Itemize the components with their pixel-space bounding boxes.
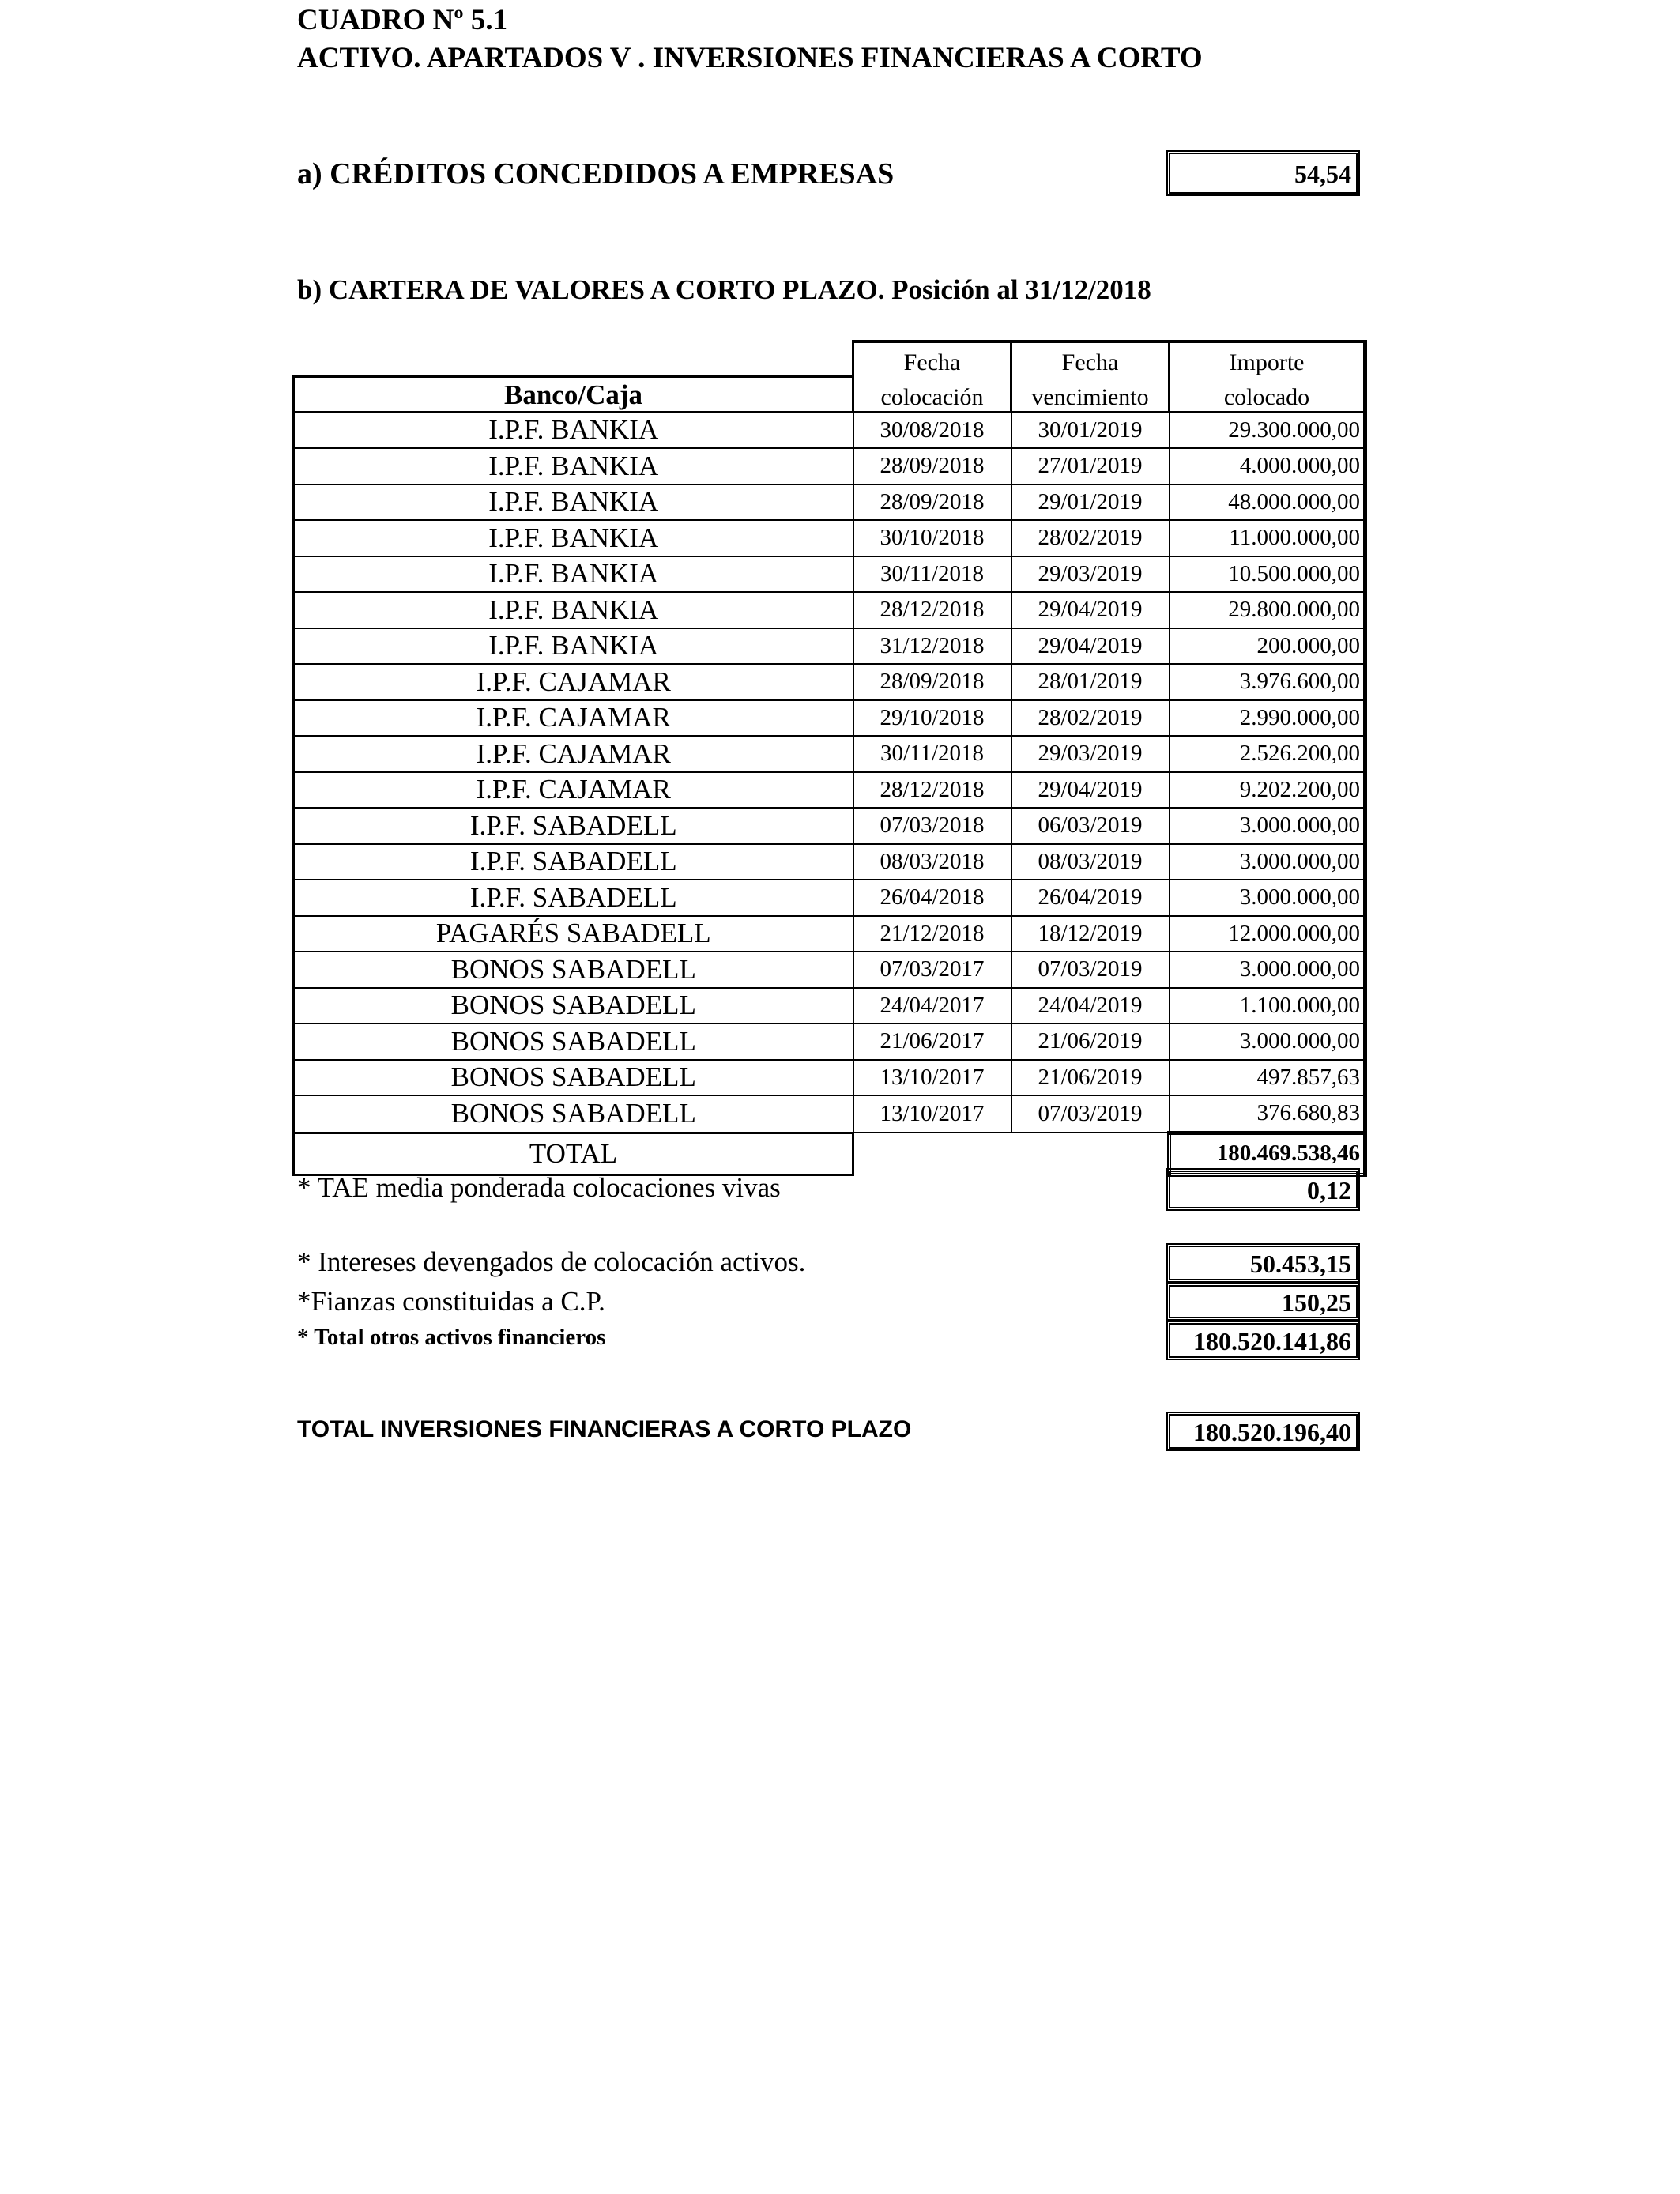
cell-importe-colocado: 3.000.000,00 [1170,844,1365,880]
cell-fecha-vencimiento: 29/04/2019 [1011,628,1170,665]
section-b-label: b) CARTERA DE VALORES A CORTO PLAZO. Posición al 31/12/2018 [297,274,1151,305]
table-row [294,988,1365,1024]
cell-fecha-vencimiento: 06/03/2019 [1011,808,1170,844]
table-row [294,772,1365,809]
cell-fecha-colocacion: 28/09/2018 [853,448,1011,484]
cell-importe-colocado: 10.500.000,00 [1170,556,1365,593]
cell-fecha-colocacion: 31/12/2018 [853,628,1011,665]
cell-fecha-vencimiento: 24/04/2019 [1011,988,1170,1024]
cell-banco-caja: BONOS SABADELL [294,952,853,988]
cell-fecha-colocacion: 28/12/2018 [853,772,1011,809]
fianzas-label: *Fianzas constituidas a C.P. [297,1286,605,1317]
table-row [294,916,1365,952]
cell-importe-colocado: 29.800.000,00 [1170,592,1365,628]
total-label: TOTAL [294,1133,853,1174]
table-row [294,628,1365,665]
cell-fecha-vencimiento: 08/03/2019 [1011,844,1170,880]
cell-banco-caja: I.P.F. BANKIA [294,628,853,665]
section-a-label: a) CRÉDITOS CONCEDIDOS A EMPRESAS [297,157,895,190]
table-row [294,484,1365,521]
cell-fecha-vencimiento: 26/04/2019 [1011,880,1170,916]
cell-importe-colocado: 2.990.000,00 [1170,700,1365,737]
table-row [294,520,1365,556]
cell-importe-colocado: 1.100.000,00 [1170,988,1365,1024]
cell-banco-caja: I.P.F. BANKIA [294,556,853,593]
cell-fecha-colocacion: 28/09/2018 [853,484,1011,521]
table-row [294,952,1365,988]
document-code: CUADRO Nº 5.1 [297,4,508,36]
intereses-label: * Intereses devengados de colocación activos. [297,1246,806,1277]
table-header-row-top [294,341,1365,376]
cell-fecha-colocacion: 13/10/2017 [853,1095,1011,1133]
cell-fecha-colocacion: 07/03/2018 [853,808,1011,844]
cell-banco-caja: BONOS SABADELL [294,1095,853,1133]
cell-fecha-colocacion: 30/11/2018 [853,736,1011,772]
cell-fecha-colocacion: 30/10/2018 [853,520,1011,556]
total-otros-label: * Total otros activos financieros [297,1325,606,1350]
table-row [294,448,1365,484]
cell-fecha-colocacion: 26/04/2018 [853,880,1011,916]
cell-fecha-vencimiento: 29/04/2019 [1011,772,1170,809]
cell-importe-colocado: 200.000,00 [1170,628,1365,665]
cell-fecha-vencimiento: 28/01/2019 [1011,664,1170,700]
cell-fecha-vencimiento: 29/04/2019 [1011,592,1170,628]
table-row [294,736,1365,772]
table-row [294,844,1365,880]
table-row [294,880,1365,916]
intereses-value: 50.453,15 [1166,1243,1360,1283]
cell-banco-caja: I.P.F. CAJAMAR [294,700,853,737]
cell-importe-colocado: 2.526.200,00 [1170,736,1365,772]
table-row [294,1023,1365,1060]
cell-importe-colocado: 497.857,63 [1170,1060,1365,1096]
cell-banco-caja: I.P.F. CAJAMAR [294,736,853,772]
cell-fecha-colocacion: 24/04/2017 [853,988,1011,1024]
cell-importe-colocado: 48.000.000,00 [1170,484,1365,521]
cell-fecha-colocacion: 28/09/2018 [853,664,1011,700]
cell-fecha-vencimiento: 07/03/2019 [1011,1095,1170,1133]
cell-fecha-vencimiento: 29/03/2019 [1011,736,1170,772]
cell-importe-colocado: 3.000.000,00 [1170,952,1365,988]
table-row [294,1060,1365,1096]
cell-banco-caja: I.P.F. SABADELL [294,808,853,844]
table-row [294,592,1365,628]
header-banco-caja: Banco/Caja [294,376,853,412]
cell-fecha-colocacion: 07/03/2017 [853,952,1011,988]
cell-fecha-vencimiento: 29/01/2019 [1011,484,1170,521]
cell-banco-caja: I.P.F. BANKIA [294,484,853,521]
cell-fecha-vencimiento: 27/01/2019 [1011,448,1170,484]
cell-importe-colocado: 12.000.000,00 [1170,916,1365,952]
cell-banco-caja: I.P.F. BANKIA [294,592,853,628]
cell-fecha-colocacion: 13/10/2017 [853,1060,1011,1096]
table-row [294,412,1365,448]
table-row [294,556,1365,593]
cell-banco-caja: BONOS SABADELL [294,1023,853,1060]
cell-banco-caja: PAGARÉS SABADELL [294,916,853,952]
cell-banco-caja: I.P.F. CAJAMAR [294,664,853,700]
table-row [294,1095,1365,1133]
cell-fecha-colocacion: 30/11/2018 [853,556,1011,593]
table-row [294,664,1365,700]
portfolio-table [292,340,1367,1177]
cell-fecha-vencimiento: 21/06/2019 [1011,1023,1170,1060]
cell-banco-caja: I.P.F. SABADELL [294,844,853,880]
cell-importe-colocado: 3.000.000,00 [1170,808,1365,844]
cell-banco-caja: I.P.F. BANKIA [294,520,853,556]
table-row [294,700,1365,737]
tae-value: 0,12 [1166,1168,1360,1211]
cell-importe-colocado: 11.000.000,00 [1170,520,1365,556]
tae-label: * TAE media ponderada colocaciones vivas [297,1172,781,1203]
cell-fecha-colocacion: 08/03/2018 [853,844,1011,880]
cell-fecha-vencimiento: 28/02/2019 [1011,700,1170,737]
header-importe-top: Importe [1170,341,1365,376]
cell-importe-colocado: 3.000.000,00 [1170,1023,1365,1060]
header-fecha-vencimiento-top: Fecha [1011,341,1170,376]
cell-banco-caja: BONOS SABADELL [294,1060,853,1096]
cell-fecha-vencimiento: 21/06/2019 [1011,1060,1170,1096]
cell-importe-colocado: 4.000.000,00 [1170,448,1365,484]
cell-importe-colocado: 3.000.000,00 [1170,880,1365,916]
header-fecha-colocacion-bottom: colocación [853,376,1011,412]
cell-fecha-colocacion: 21/06/2017 [853,1023,1011,1060]
cell-banco-caja: I.P.F. BANKIA [294,448,853,484]
cell-fecha-vencimiento: 30/01/2019 [1011,412,1170,448]
table-row [294,808,1365,844]
header-fecha-vencimiento-bottom: vencimiento [1011,376,1170,412]
cell-banco-caja: I.P.F. CAJAMAR [294,772,853,809]
total-value: 180.469.538,46 [1170,1133,1365,1174]
cell-importe-colocado: 376.680,83 [1170,1095,1365,1133]
fianzas-value: 150,25 [1166,1283,1360,1321]
table-header-row-bottom [294,376,1365,412]
cell-importe-colocado: 29.300.000,00 [1170,412,1365,448]
cell-fecha-colocacion: 28/12/2018 [853,592,1011,628]
total-otros-value: 180.520.141,86 [1166,1321,1360,1360]
cell-banco-caja: I.P.F. SABADELL [294,880,853,916]
cell-banco-caja: I.P.F. BANKIA [294,412,853,448]
cell-fecha-colocacion: 30/08/2018 [853,412,1011,448]
cell-fecha-vencimiento: 29/03/2019 [1011,556,1170,593]
document-title: ACTIVO. APARTADOS V . INVERSIONES FINANCIERAS A CORTO [297,42,1203,74]
grand-total-value: 180.520.196,40 [1166,1412,1360,1451]
cell-fecha-vencimiento: 28/02/2019 [1011,520,1170,556]
cell-importe-colocado: 9.202.200,00 [1170,772,1365,809]
header-fecha-colocacion-top: Fecha [853,341,1011,376]
cell-fecha-vencimiento: 07/03/2019 [1011,952,1170,988]
cell-fecha-colocacion: 29/10/2018 [853,700,1011,737]
grand-total-label: TOTAL INVERSIONES FINANCIERAS A CORTO PLAZO [297,1416,912,1442]
cell-banco-caja: BONOS SABADELL [294,988,853,1024]
cell-importe-colocado: 3.976.600,00 [1170,664,1365,700]
section-a-value: 54,54 [1166,150,1360,196]
header-importe-bottom: colocado [1170,376,1365,412]
cell-fecha-vencimiento: 18/12/2019 [1011,916,1170,952]
cell-fecha-colocacion: 21/12/2018 [853,916,1011,952]
